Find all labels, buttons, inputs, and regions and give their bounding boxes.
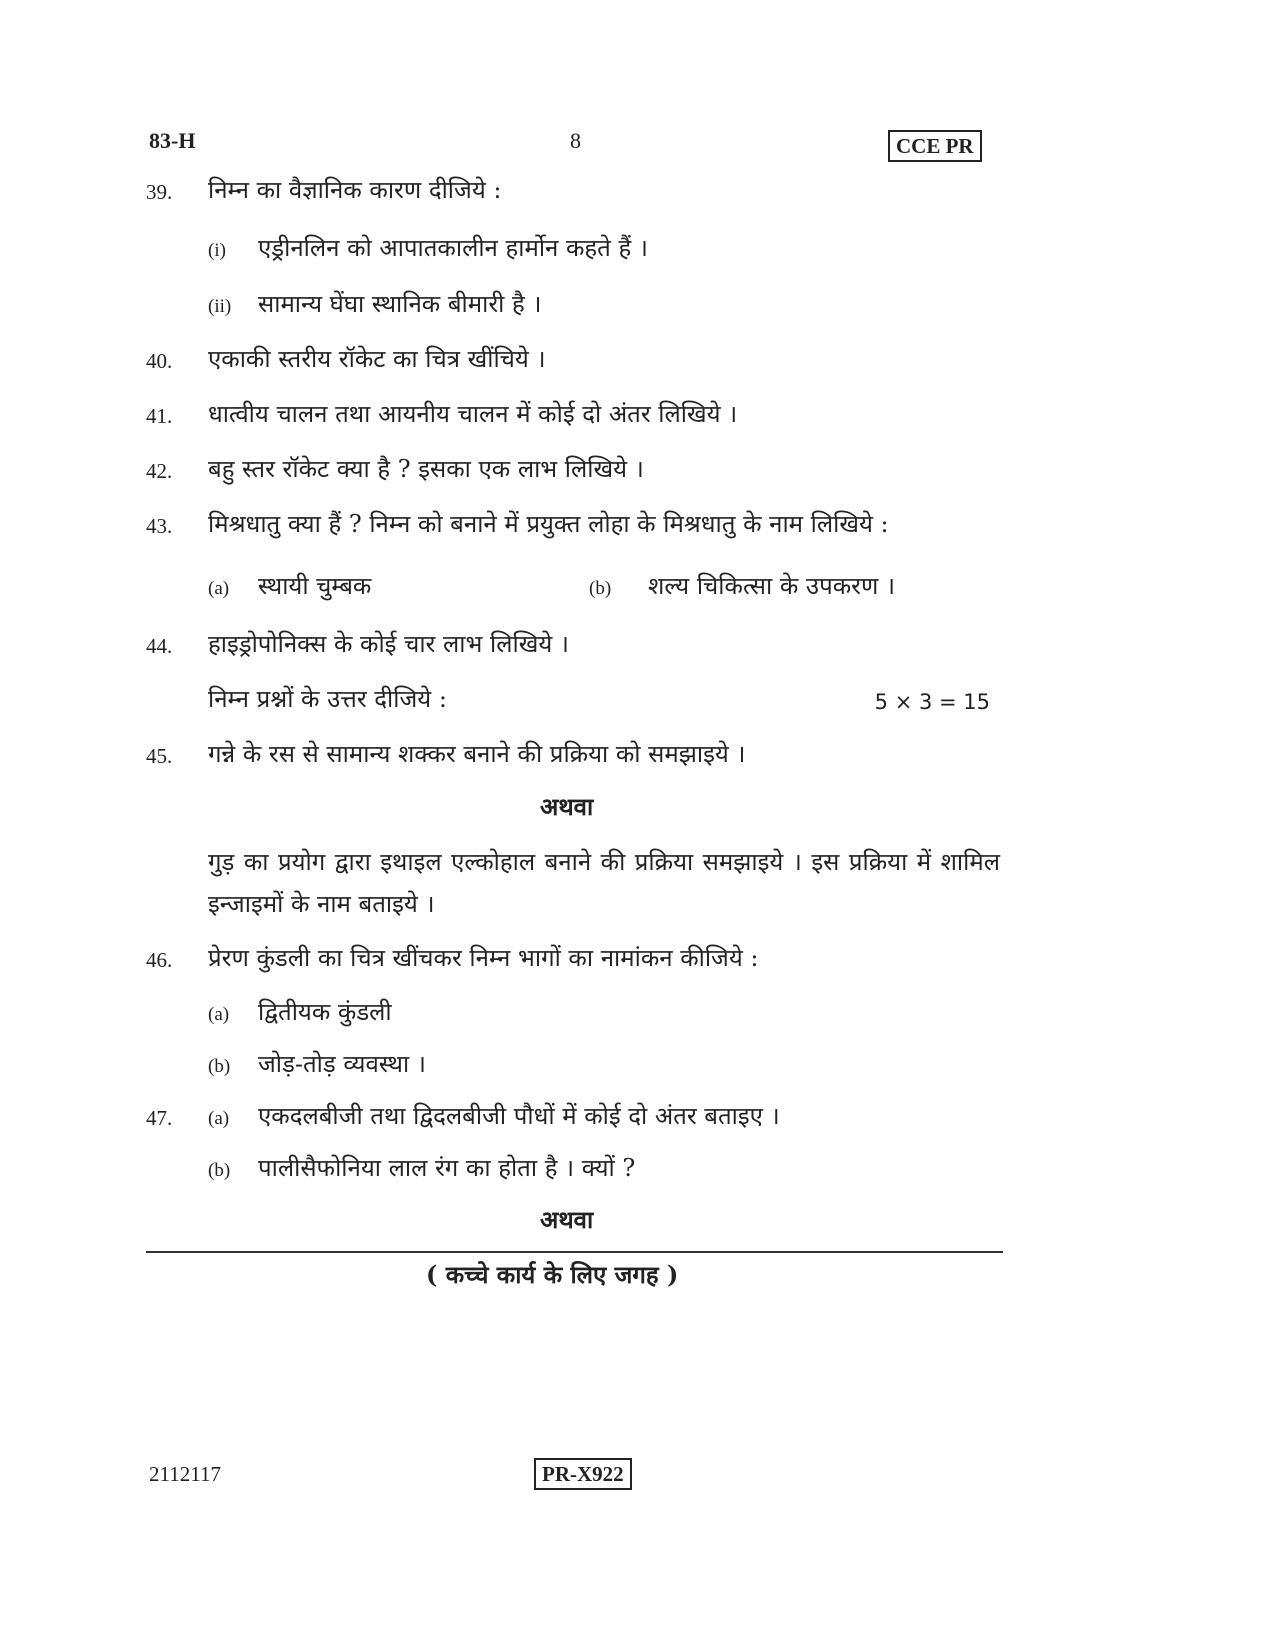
question-text: प्रेरण कुंडली का चित्र खींचकर निम्न भागों का नामांकन कीजिये : — [208, 944, 759, 972]
part-label: (a) — [208, 1004, 230, 1025]
part-text: शल्य चिकित्सा के उपकरण । — [648, 572, 896, 600]
question-number: 46. — [146, 948, 173, 972]
part-label: (a) — [208, 1108, 230, 1129]
question-text: निम्न का वैज्ञानिक कारण दीजिये : — [208, 176, 502, 204]
question-number: 41. — [146, 404, 173, 428]
page-number: 8 — [570, 128, 581, 153]
rough-work-label: ( कच्चे कार्य के लिए जगह ) — [426, 1260, 679, 1289]
question-number: 43. — [146, 514, 173, 538]
section-marks: 5 × 3 = 15 — [874, 690, 990, 714]
part-label: (b) — [589, 578, 612, 599]
section-instruction: निम्न प्रश्नों के उत्तर दीजिये : — [208, 685, 447, 713]
part-text: पालीसैफोनिया लाल रंग का होता है । क्यों ? — [258, 1154, 636, 1182]
part-label: (a) — [208, 578, 230, 599]
question-number: 47. — [146, 1106, 173, 1130]
part-text: स्थायी चुम्बक — [258, 572, 372, 600]
question-number: 42. — [146, 459, 173, 483]
part-text: एड्रीनलिन को आपातकालीन हार्मोन कहते हैं । — [258, 234, 648, 262]
or-label: अथवा — [540, 1205, 594, 1234]
part-label: (b) — [208, 1160, 231, 1181]
alternative-question: गुड़ का प्रयोग द्वारा इथाइल एल्कोहाल बनाने की प्रक्रिया समझाइये । इस प्रक्रिया में शामिल इन्जाइमों के नाम बताइये । — [208, 848, 1000, 918]
question-text: बहु स्तर रॉकेट क्या है ? इसका एक लाभ लिखिये । — [208, 455, 644, 483]
part-label: (ii) — [208, 296, 232, 317]
question-text: धात्वीय चालन तथा आयनीय चालन में कोई दो अंतर लिखिये । — [208, 400, 738, 428]
paper-code: 83-H — [149, 128, 196, 153]
paper-id-box: PR-X922 — [534, 1458, 632, 1490]
or-label: अथवा — [540, 792, 594, 821]
series-box: CCE PR — [888, 130, 982, 162]
question-number: 45. — [146, 744, 173, 768]
question-text: गन्ने के रस से सामान्य शक्कर बनाने की प्रक्रिया को समझाइये । — [208, 740, 746, 768]
question-text: मिश्रधातु क्या हैं ? निम्न को बनाने में प्रयुक्त लोहा के मिश्रधातु के नाम लिखिये : — [208, 510, 889, 538]
booklet-code: 2112117 — [149, 1462, 221, 1486]
part-label: (b) — [208, 1056, 231, 1077]
question-number: 44. — [146, 634, 173, 658]
part-label: (i) — [208, 240, 226, 261]
part-text: सामान्य घेंघा स्थानिक बीमारी है । — [258, 290, 542, 318]
question-number: 40. — [146, 349, 173, 373]
question-number: 39. — [146, 180, 173, 204]
divider-line — [146, 1251, 1003, 1253]
part-text: एकदलबीजी तथा द्विदलबीजी पौधों में कोई दो अंतर बताइए । — [258, 1102, 780, 1130]
question-text: हाइड्रोपोनिक्स के कोई चार लाभ लिखिये । — [208, 630, 569, 658]
part-text: द्वितीयक कुंडली — [258, 998, 392, 1026]
part-text: जोड़-तोड़ व्यवस्था । — [258, 1050, 426, 1078]
question-text: एकाकी स्तरीय रॉकेट का चित्र खींचिये । — [208, 345, 546, 373]
